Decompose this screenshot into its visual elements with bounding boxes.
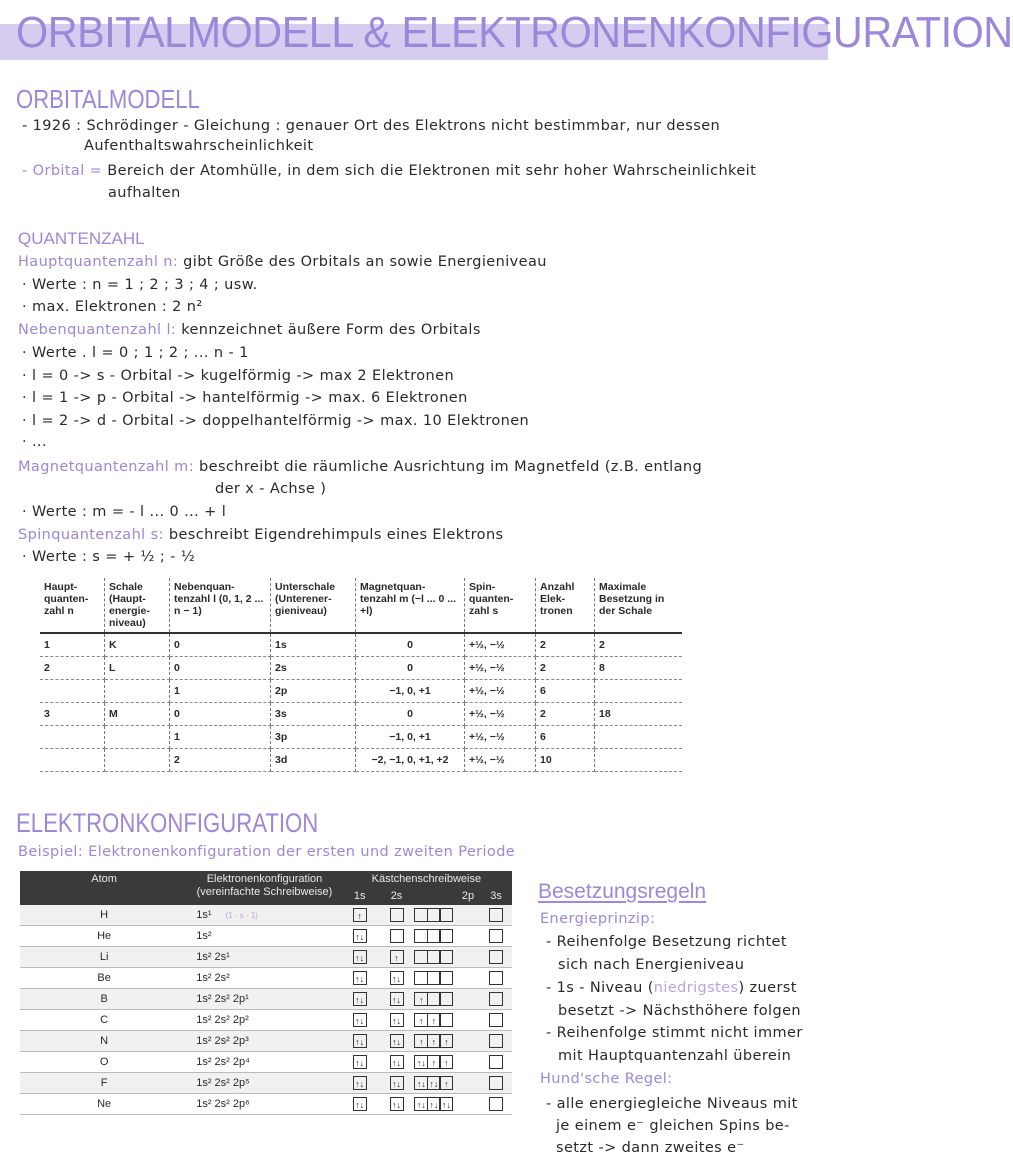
orbital-box-1s: ↑↓ (353, 1097, 367, 1111)
haupt-max: · max. Elektronen : 2 n² (22, 299, 203, 315)
ec-configuration (188, 989, 341, 1010)
haupt-term: Hauptquantenzahl n: (18, 254, 179, 270)
orbital-box-1s: ↑↓ (353, 992, 367, 1006)
orbital-box-2s: ↑↓ (390, 1034, 404, 1048)
ec-configuration-text: 1s² (196, 930, 212, 942)
ec-header-kaestchen: Kästchenschreibweise (371, 873, 482, 885)
qt-cell: 18 (595, 703, 683, 726)
haupt-desc: gibt Größe des Orbitals an sowie Energieniveau (183, 254, 547, 270)
ec-atom: O (20, 1052, 188, 1073)
ec-cell-2s (379, 947, 415, 968)
qt-cell: 3d (271, 749, 356, 772)
rule-e2-a: - 1s - Niveau ( (546, 980, 654, 996)
ec-configuration-text: 1s² 2s² 2p⁶ (196, 1098, 250, 1110)
ec-atom: He (20, 926, 188, 947)
orbital-box-1s: ↑↓ (353, 929, 367, 943)
orbital-box-3s (489, 1034, 503, 1048)
orbital-box-2p: ↑↓ (427, 1097, 441, 1111)
ec-configuration (188, 1073, 341, 1094)
table-row (20, 1073, 512, 1094)
ec-cell-1s (341, 1031, 379, 1052)
orbital-box-2s: ↑↓ (390, 1013, 404, 1027)
ec-atom: B (20, 989, 188, 1010)
orbital-box-2s: ↑ (390, 950, 404, 964)
ec-note-h: (1 - s - 1) (225, 911, 258, 920)
qt-cell (40, 726, 105, 749)
magnet-desc: beschreibt die räumliche Ausrichtung im Magnetfeld (z.B. entlang (199, 459, 703, 475)
ec-cell-2s (379, 1052, 415, 1073)
page-title: ORBITALMODELL & ELEKTRONENKONFIGURATION (16, 8, 1013, 57)
rule-h1c: setzt -> dann zweites e⁻ (556, 1140, 745, 1156)
orbital-box-2p (439, 992, 453, 1006)
orbital-box-2p: ↑↓ (414, 1076, 428, 1090)
ec-sub-1s: 1s (353, 890, 366, 902)
electron-config-table (20, 871, 512, 1115)
ec-atom: F (20, 1073, 188, 1094)
qt-cell: 1s (271, 633, 356, 657)
qt-header: Spin-quanten-zahl s (465, 578, 536, 633)
ec-header-atom: Atom (91, 873, 117, 885)
table-row (20, 968, 512, 989)
ec-configuration-text: 1s² 2s² 2p⁵ (196, 1077, 250, 1089)
qt-cell: 2 (536, 657, 595, 680)
ec-cell-3s (480, 926, 512, 947)
neben-d: · l = 2 -> d - Orbital -> doppelhantelförmig -> max. 10 Elektronen (22, 413, 530, 429)
orbital-box-3s (489, 908, 503, 922)
qt-header: Haupt-quanten-zahl n (40, 578, 105, 633)
ec-cell-2s (379, 905, 415, 926)
orbital-box-3s (489, 929, 503, 943)
ec-configuration (188, 1052, 341, 1073)
magnet-line (18, 457, 702, 477)
orbital-box-2p (439, 929, 453, 943)
qt-cell: 0 (170, 633, 271, 657)
ec-cell-2p (414, 1073, 480, 1094)
ec-atom: C (20, 1010, 188, 1031)
ec-atom: Be (20, 968, 188, 989)
rule-e3b: mit Hauptquantenzahl überein (558, 1048, 792, 1064)
orbital-box-1s: ↑ (353, 908, 367, 922)
orbital-box-2p: ↑↓ (414, 1097, 428, 1111)
magnet-desc-2: der x - Achse ) (215, 481, 327, 497)
orbital-box-3s (489, 1076, 503, 1090)
magnet-term: Magnetquantenzahl m: (18, 459, 194, 475)
ec-cell-3s (480, 1010, 512, 1031)
orbital-box-1s: ↑↓ (353, 1013, 367, 1027)
table-row (20, 1031, 512, 1052)
table-row (20, 926, 512, 947)
ec-cell-2p (414, 947, 480, 968)
ec-configuration (188, 1010, 341, 1031)
ec-configuration-text: 1s² 2s² 2p² (196, 1014, 249, 1026)
orbital-box-2s (390, 929, 404, 943)
table-row (20, 947, 512, 968)
rule-e1b: sich nach Energieniveau (558, 957, 745, 973)
qt-cell: 1 (170, 726, 271, 749)
ec-cell-2p (414, 1052, 480, 1073)
ec-atom: Li (20, 947, 188, 968)
orbital-box-2p: ↑ (427, 1013, 441, 1027)
qt-cell: 3s (271, 703, 356, 726)
qt-cell: 8 (595, 657, 683, 680)
qt-cell: M (105, 703, 170, 726)
ec-cell-2s (379, 1094, 415, 1115)
qt-cell (105, 749, 170, 772)
orbital-box-2p (439, 950, 453, 964)
orbital-box-2p: ↑ (414, 992, 428, 1006)
orbital-box-2s (390, 908, 404, 922)
orbital-box-3s (489, 1097, 503, 1111)
orbital-box-2s: ↑↓ (390, 1097, 404, 1111)
ec-cell-2p (414, 926, 480, 947)
ec-atom: Ne (20, 1094, 188, 1115)
qt-cell: 1 (40, 633, 105, 657)
ec-atom: N (20, 1031, 188, 1052)
qt-cell: +½, −½ (465, 657, 536, 680)
ec-cell-1s (341, 947, 379, 968)
ec-cell-1s (341, 1010, 379, 1031)
qt-cell: 0 (170, 657, 271, 680)
qt-cell: 0 (170, 703, 271, 726)
ec-cell-1s (341, 905, 379, 926)
rule-e2 (546, 977, 797, 1000)
table-row (40, 703, 682, 726)
rule-e3: - Reihenfolge stimmt nicht immer (546, 1025, 803, 1041)
orbital-box-2p: ↑ (439, 1034, 453, 1048)
qt-cell: +½, −½ (465, 749, 536, 772)
qt-header: Nebenquan-tenzahl l (0, 1, 2 ... n − 1) (170, 578, 271, 633)
qt-cell: 2 (595, 633, 683, 657)
qt-cell: 2p (271, 680, 356, 703)
orbital-box-2p: ↑ (414, 1034, 428, 1048)
rule-e1: - Reihenfolge Besetzung richtet (546, 934, 787, 950)
ec-configuration (188, 926, 341, 947)
qt-header: Unterschale (Unterener-gieniveau) (271, 578, 356, 633)
qt-cell (595, 726, 683, 749)
ec-sub-3s: 3s (490, 890, 502, 902)
ec-cell-2p (414, 905, 480, 926)
orbital-box-2p: ↑↓ (427, 1076, 441, 1090)
qt-cell: −1, 0, +1 (356, 680, 465, 703)
orbital-box-2p: ↑ (414, 1013, 428, 1027)
hund-term: Hund'sche Regel: (540, 1071, 673, 1087)
qt-cell: 6 (536, 726, 595, 749)
ec-cell-3s (480, 1052, 512, 1073)
ec-cell-3s (480, 1094, 512, 1115)
ec-header-conf: Elektronenkonfiguration (vereinfachte Schreibweise) (196, 873, 333, 898)
qt-cell: −2, −1, 0, +1, +2 (356, 749, 465, 772)
ec-configuration-text: 1s² 2s¹ (196, 951, 230, 963)
ec-configuration (188, 1094, 341, 1115)
orbital-box-1s: ↑↓ (353, 1055, 367, 1069)
ec-cell-3s (480, 1073, 512, 1094)
ec-sub-2p: 2p (461, 890, 475, 902)
orbital-line-2 (22, 161, 756, 181)
table-row (40, 633, 682, 657)
orbitalmodell-heading: ORBITALMODELL (16, 84, 200, 114)
ec-cell-1s (341, 1094, 379, 1115)
qt-cell: K (105, 633, 170, 657)
rule-e2-lowest: niedrigstes (653, 980, 739, 996)
qt-cell: 2 (170, 749, 271, 772)
table-row (40, 749, 682, 772)
ec-configuration-text: 1s² 2s² (196, 972, 230, 984)
qt-cell: 1 (170, 680, 271, 703)
orbital-box-3s (489, 971, 503, 985)
qt-cell: 2 (40, 657, 105, 680)
orbital-box-3s (489, 950, 503, 964)
orbital-box-3s (489, 1013, 503, 1027)
neben-s: · l = 0 -> s - Orbital -> kugelförmig -> max 2 Elektronen (22, 368, 455, 384)
qt-header: Magnetquan-tenzahl m (−l ... 0 ... +l) (356, 578, 465, 633)
spin-desc: beschreibt Eigendrehimpuls eines Elektrons (168, 527, 504, 543)
orbital-line-1: - 1926 : Schrödinger - Gleichung : genauer Ort des Elektrons nicht bestimmbar, nur dessen (22, 118, 721, 134)
ec-cell-3s (480, 947, 512, 968)
qt-cell: +½, −½ (465, 726, 536, 749)
neben-werte: · Werte . l = 0 ; 1 ; 2 ; ... n - 1 (22, 345, 249, 361)
ec-configuration (188, 947, 341, 968)
example-subtitle: Beispiel: Elektronenkonfiguration der ersten und zweiten Periode (18, 844, 516, 860)
table-row (20, 989, 512, 1010)
table-row (20, 905, 512, 926)
orbital-box-3s (489, 992, 503, 1006)
ec-cell-2p (414, 968, 480, 989)
orbital-box-2s: ↑↓ (390, 992, 404, 1006)
qt-cell: 0 (356, 703, 465, 726)
orbital-box-2p: ↑ (439, 1076, 453, 1090)
ec-cell-2p (414, 1031, 480, 1052)
orbital-box-2p: ↑↓ (439, 1097, 453, 1111)
ec-configuration-text: 1s² 2s² 2p³ (196, 1035, 249, 1047)
orbital-box-3s (489, 1055, 503, 1069)
ec-cell-3s (480, 989, 512, 1010)
rule-h1: - alle energiegleiche Niveaus mit (546, 1096, 798, 1112)
ec-cell-2s (379, 926, 415, 947)
orbital-box-2p (439, 1013, 453, 1027)
ec-cell-2p (414, 1010, 480, 1031)
ec-cell-3s (480, 968, 512, 989)
qt-cell (40, 749, 105, 772)
orbital-box-2p: ↑ (439, 1055, 453, 1069)
table-row (20, 1052, 512, 1073)
haupt-werte: · Werte : n = 1 ; 2 ; 3 ; 4 ; usw. (22, 277, 258, 293)
qt-cell: 2 (536, 633, 595, 657)
orbital-box-2s: ↑↓ (390, 1076, 404, 1090)
qt-cell: 2s (271, 657, 356, 680)
qt-header: Anzahl Elek-tronen (536, 578, 595, 633)
qt-cell (105, 680, 170, 703)
orbital-box-1s: ↑↓ (353, 1076, 367, 1090)
ec-cell-3s (480, 1031, 512, 1052)
qt-cell: 3 (40, 703, 105, 726)
qt-cell: −1, 0, +1 (356, 726, 465, 749)
neben-more: · ... (22, 434, 48, 450)
haupt-line (18, 252, 547, 272)
ec-atom: H (20, 905, 188, 926)
rule-e2b: besetzt -> Nächsthöhere folgen (558, 1003, 801, 1019)
ec-cell-2s (379, 989, 415, 1010)
qt-cell: 3p (271, 726, 356, 749)
ec-cell-2s (379, 1073, 415, 1094)
qt-cell (105, 726, 170, 749)
rule-e2-c: ) zuerst (738, 980, 797, 996)
qt-cell: +½, −½ (465, 680, 536, 703)
ec-cell-2p (414, 989, 480, 1010)
rule-h1b: je einem e⁻ gleichen Spins be- (556, 1118, 790, 1134)
ec-cell-3s (480, 905, 512, 926)
neben-term: Nebenquantenzahl l: (18, 322, 177, 338)
qt-cell (595, 749, 683, 772)
qt-cell (595, 680, 683, 703)
orbital-term: - Orbital = (22, 163, 103, 179)
orbital-box-2p (439, 908, 453, 922)
qt-cell: L (105, 657, 170, 680)
ec-configuration-text: 1s¹ (196, 909, 212, 921)
ec-cell-2s (379, 968, 415, 989)
ec-configuration (188, 1031, 341, 1052)
orbital-box-2p: ↑ (427, 1034, 441, 1048)
ec-cell-1s (341, 1052, 379, 1073)
orbital-box-2p (439, 971, 453, 985)
orbital-box-1s: ↑↓ (353, 950, 367, 964)
orbital-line-2b: aufhalten (108, 185, 181, 201)
table-row (20, 1010, 512, 1031)
qt-cell: 0 (356, 633, 465, 657)
ec-cell-1s (341, 968, 379, 989)
orbital-box-1s: ↑↓ (353, 1034, 367, 1048)
ec-cell-1s (341, 1073, 379, 1094)
orbital-line-1b: Aufenthaltswahrscheinlichkeit (84, 138, 314, 154)
ec-configuration-text: 1s² 2s² 2p⁴ (196, 1056, 250, 1068)
ec-sub-2s: 2s (390, 890, 403, 902)
qt-header: Maximale Besetzung in der Schale (595, 578, 683, 633)
qt-cell: +½, −½ (465, 703, 536, 726)
ec-cell-2s (379, 1031, 415, 1052)
table-row (40, 657, 682, 680)
neben-p: · l = 1 -> p - Orbital -> hantelförmig -> max. 6 Elektronen (22, 390, 468, 406)
ec-cell-1s (341, 926, 379, 947)
neben-desc: kennzeichnet äußere Form des Orbitals (181, 322, 481, 338)
qt-cell: +½, −½ (465, 633, 536, 657)
qt-header: Schale (Haupt-energie-niveau) (105, 578, 170, 633)
orbital-box-2p: ↑ (427, 1055, 441, 1069)
orbital-box-2p: ↑↓ (414, 1055, 428, 1069)
qt-cell: 0 (356, 657, 465, 680)
magnet-werte: · Werte : m = - l ... 0 ... + l (22, 504, 227, 520)
table-row (20, 1094, 512, 1115)
quantum-number-table (40, 578, 682, 772)
orbital-definition: Bereich der Atomhülle, in dem sich die Elektronen mit sehr hoher Wahrscheinlichkeit (107, 163, 757, 179)
qt-cell (40, 680, 105, 703)
qt-cell: 2 (536, 703, 595, 726)
ec-cell-2p (414, 1094, 480, 1115)
table-row (40, 680, 682, 703)
spin-line (18, 525, 504, 545)
ec-cell-1s (341, 989, 379, 1010)
qt-cell: 6 (536, 680, 595, 703)
orbital-box-1s: ↑↓ (353, 971, 367, 985)
ec-configuration (188, 905, 341, 926)
orbital-box-2s: ↑↓ (390, 1055, 404, 1069)
elektronkonfiguration-heading: ELEKTRONKONFIGURATION (16, 808, 319, 838)
ec-configuration-text: 1s² 2s² 2p¹ (196, 993, 249, 1005)
ec-cell-2s (379, 1010, 415, 1031)
qt-cell: 10 (536, 749, 595, 772)
orbital-box-2s: ↑↓ (390, 971, 404, 985)
energieprinzip-term: Energieprinzip: (540, 911, 656, 927)
besetzungsregeln-heading: Besetzungsregeln (538, 880, 707, 903)
spin-term: Spinquantenzahl s: (18, 527, 164, 543)
neben-line (18, 320, 481, 340)
table-row (40, 726, 682, 749)
spin-werte: · Werte : s = + ½ ; - ½ (22, 549, 196, 565)
quantenzahl-heading: QUANTENZAHL (18, 229, 145, 248)
ec-configuration (188, 968, 341, 989)
